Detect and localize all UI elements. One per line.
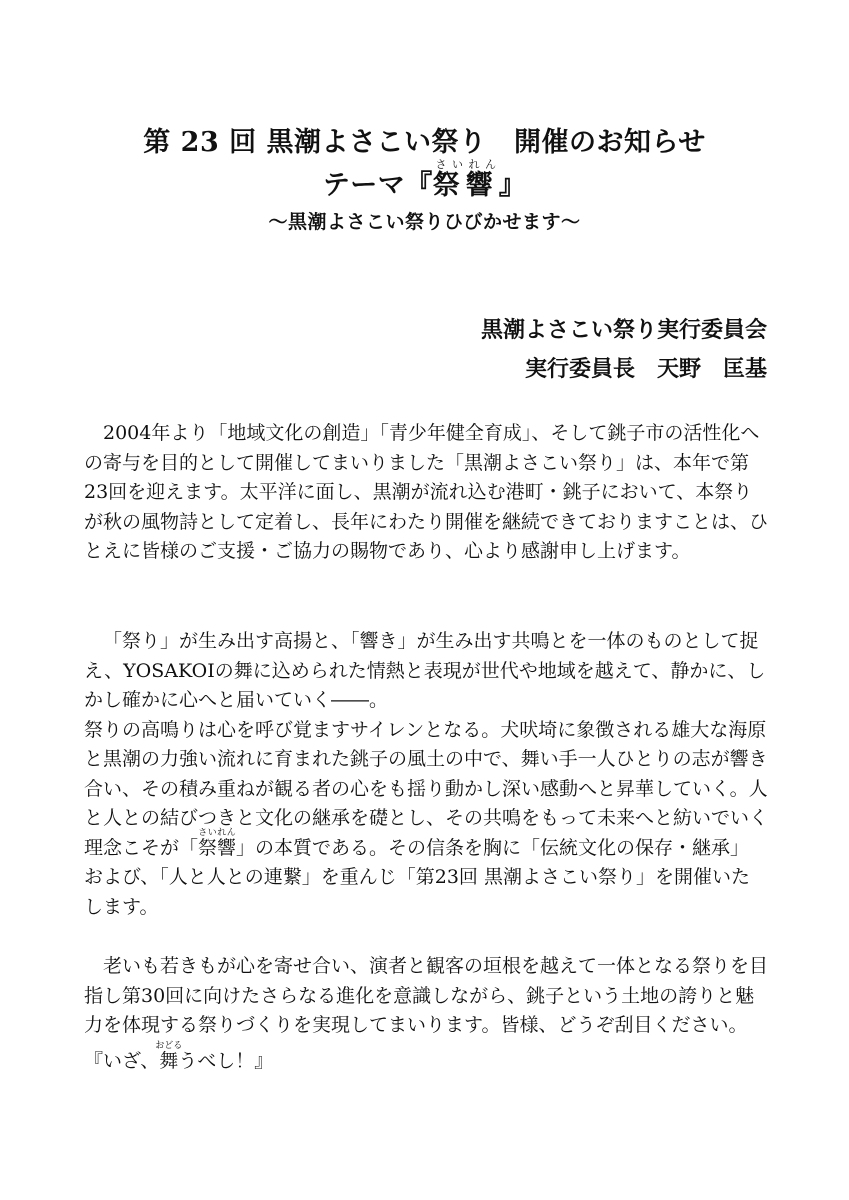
sairen-ruby: 祭響さいれん [198, 827, 237, 859]
paragraph-2: 「祭り」が生み出す高揚と、「響き」が生み出す共鳴とを一体のものとして捉え、YOSAKOIの舞に込められた情熱と表現が世代や地域を越えて、静かに、しかし確かに心へと届いていく――。 [84, 630, 766, 711]
paragraph-3-before: 祭りの高鳴りは心を呼び覚ますサイレンとなる。犬吠埼に象徴される雄大な海原と黒潮の力強い流れに育まれた銚子の風土の中で、舞い手一人ひとりの志が響き合い、その積み重ねが観る者の心をも揺り動かし深い感動へと昇華していく。人と人との結びつきと文化の継承を礎とし、その共鳴をもって未来へと紡いでいく理念こそが「 [84, 718, 769, 859]
theme-prefix: テーマ『 [322, 170, 433, 201]
theme-word [433, 158, 499, 202]
theme-char-ren: 響れん [465, 158, 499, 201]
theme-ruby-sai: さい [432, 158, 466, 171]
paragraph-3 [84, 716, 768, 923]
odoru-ruby: 舞おどる [155, 1040, 183, 1072]
page-title: 第 23 回 黒潮よさこい祭り 開催のお知らせ [143, 127, 706, 158]
theme-line [0, 158, 849, 202]
subtitle: 〜黒潮よさこい祭りひびかせます〜 [268, 211, 581, 233]
organizer-representative: 実行委員長 天野 匡基 [524, 356, 767, 382]
closing-line: 『いざ、舞おどるうべし！』 [84, 1040, 274, 1072]
paragraph-1: 2004年より「地域文化の創造」「青少年健全育成」、そして銚子市の活性化への寄与を目的として開催してまいりました「黒潮よさこい祭り」は、本年で第23回を迎えます。太平洋に面し、黒潮が流れ込む港町・銚子において、本祭りが秋の風物詩として定着し、長年にわたり開催を継続できておりますことは、ひとえに皆様のご支援・ご協力の賜物であり、心より感謝申し上げます。 [84, 422, 769, 562]
theme-ruby-ren: れん [465, 158, 499, 171]
body-section-2 [84, 627, 768, 922]
organizer-name: 黒潮よさこい祭り実行委員会 [480, 317, 767, 343]
body-section-1 [84, 419, 768, 567]
body-section-3 [84, 952, 768, 1076]
theme-char-sai: 祭さい [432, 158, 466, 201]
paragraph-4: 老いも若きもが心を寄せ合い、演者と観客の垣根を越えて一体となる祭りを目指し第30回に向けたさらなる進化を意識しながら、銚子という土地の誇りと魅力を体現する祭りづくりを実現してまいります。皆様、どうぞ刮目ください。 [84, 955, 769, 1036]
theme-suffix: 』 [498, 170, 527, 201]
paragraph-3-after: 」の本質である。その信条を胸に「伝統文化の保存・継承」および、「人と人との連繋」を重んじ「第23回 黒潮よさこい祭り」を開催いたします。 [84, 836, 750, 918]
